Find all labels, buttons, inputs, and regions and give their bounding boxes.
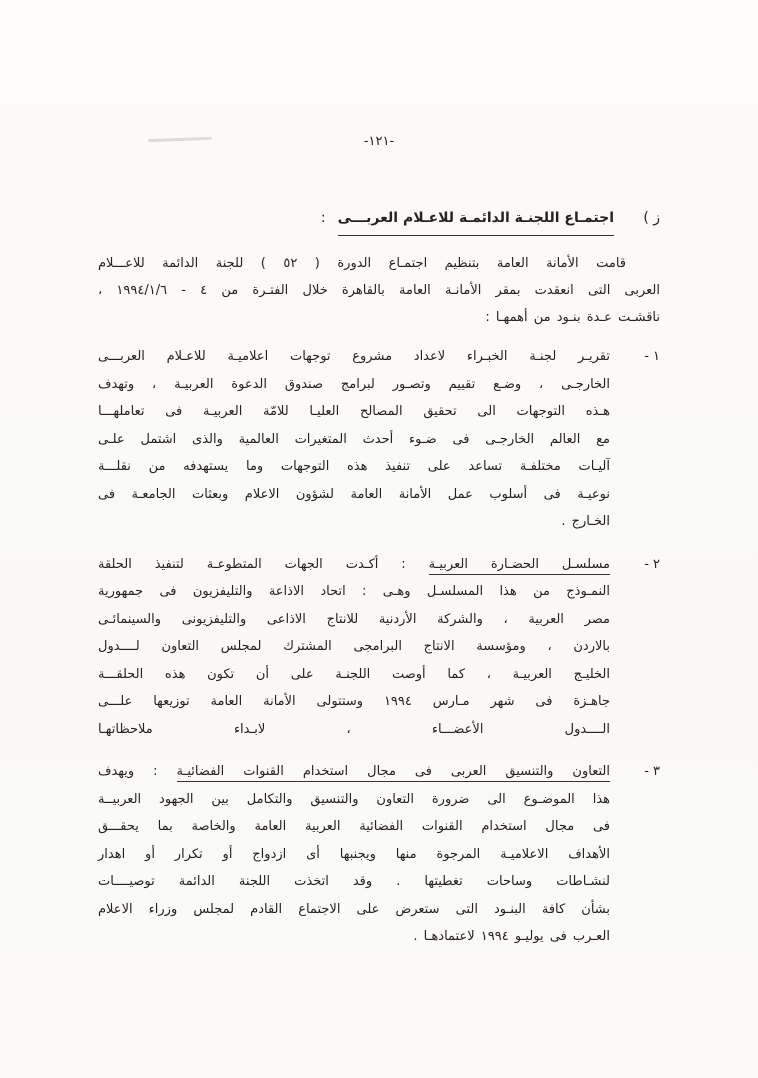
- list-item: [98, 758, 660, 951]
- item-body: [98, 343, 610, 536]
- item-body: [98, 758, 610, 951]
- text-line: هذا الموضـوع الى ضرورة التعاون والتنسيق والتكامل بين الجهود العربيــة: [98, 791, 610, 807]
- text-line: آليـات مختلفـة تساعد على تنفيذ هذه التوجهات وما يستهدفه من نقلـــة: [98, 459, 610, 474]
- text-line: مع العالم الخارجـى فى ضـوء أحدث المتغيرات العالمية والذى اشتمل علـى: [98, 431, 610, 447]
- item-number: ٣ -: [644, 764, 660, 779]
- item-lead-rest: : ويهدف: [98, 764, 177, 779]
- text-line: الخارجـى ، وضـع تقييم وتصـور لبرامج صندوق الدعوة العربيـة ، وتهدف: [98, 376, 610, 392]
- section-heading: [98, 205, 660, 236]
- text-line: هـذه التوجهات الى تحقيق المصالح العليـا للامّة العربيـة فى تعاملهـــا: [98, 404, 610, 419]
- item-body: [98, 551, 610, 744]
- item-lead-rest: : أكـدت الجهات المتطوعـة لتنفيذ الحلقة: [98, 556, 429, 572]
- text-line: بالاردن ، ومؤسسة الانتاج البرامجى المشترك لمجلس التعاون لــــدول: [98, 639, 610, 654]
- text-line: جاهـزة فى شهر مـارس ١٩٩٤ وستتولى الأمانة العامة توزيعها علـــى: [98, 694, 610, 709]
- text-line: قامت الأمانة العامة بتنظيم اجتمـاع الدورة ( ٥٢ ) للجنة الدائمة للاعـــلام: [98, 256, 627, 271]
- text-line: فى مجال استخدام القنوات الفضائية العربية العامة والخاصة بما يحقـــق: [98, 819, 610, 834]
- text-line: مصر العربية ، والشركة الأردنية للانتاج الاذاعى والتليفزيونى والسينمائـى: [98, 611, 610, 627]
- text-line: العـرب فى يوليـو ١٩٩٤ لاعتمادهـا .: [413, 929, 610, 944]
- page-number: -١٢١-: [363, 134, 395, 149]
- text-line: الخليـج العربيـة ، كما أوصت اللجنـة على أن تكون هذه الحلقـــة: [98, 666, 610, 682]
- text-line: الأهداف الاعلاميـة المرجوة منها ويجنبها أى ازدواج أو تكرار أو اهدار: [98, 846, 610, 862]
- text-line: نوعيـة فى أسلوب عمل الأمانة العامة لشؤون الاعلام وبعثات الجامعـة فى: [98, 486, 610, 502]
- text-line: بشأن كافة البنـود التى ستعرض على الاجتماع القادم لمجلس وزراء الاعلام: [98, 901, 610, 917]
- intro-paragraph: [98, 250, 660, 331]
- section-title: اجتمـاع اللجنـة الدائمـة للاعـلام العربـــى: [338, 205, 614, 236]
- text-line: الخـارج .: [561, 514, 610, 529]
- item-number: ٢ -: [644, 556, 660, 572]
- text-line: الــــدول الأعضـــاء ، لابـداء ملاحظاتهـا: [98, 721, 610, 737]
- item-lead-underlined: التعاون والتنسيق العربى فى مجال استخدام القنوات الفضائيـة: [177, 764, 610, 782]
- list-item: [98, 343, 660, 536]
- text-line: لنشـاطات وساحات تغطيتها . وقد اتخذت اللجنة الدائمة توصيــــات: [98, 874, 610, 889]
- item-number: ١ -: [644, 349, 660, 364]
- text-line: ناقشـت عـدة بنـود من أهمهـا :: [485, 310, 660, 325]
- list-item: [98, 551, 660, 744]
- section-title-colon: :: [320, 210, 326, 226]
- text-line: [98, 551, 610, 579]
- text-line: [98, 758, 610, 786]
- text-line: تقريـر لجنـة الخبـراء لاعداد مشروع توجهات اعلاميـة للاعـلام العربـــى: [98, 349, 610, 364]
- text-line: النمـوذج من هذا المسلسـل وهـى : اتحاد الاذاعة والتليفزيون فى جمهورية: [98, 584, 610, 599]
- section-marker: ز ): [643, 210, 660, 226]
- item-lead-underlined: مسلسـل الحضـارة العربيـة: [429, 557, 610, 575]
- text-line: العربى التى انعقدت بمقر الأمانـة العامة بالقاهرة خلال الفتـرة من ٤ - ١٩٩٤/١/٦ ،: [98, 283, 660, 298]
